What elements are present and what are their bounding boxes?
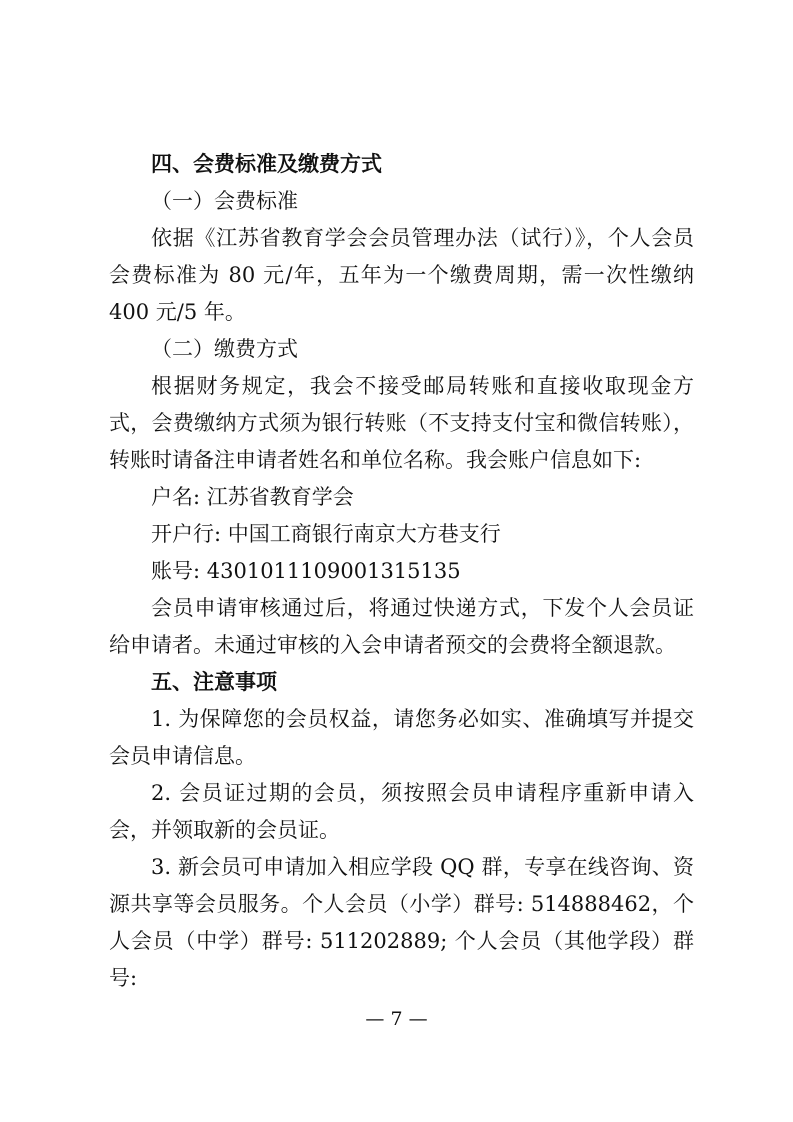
section-heading-notes: 五、注意事项 [151,670,277,694]
account-number-line: 账号: 4301011109001315135 [151,559,461,583]
note-item-2: 2. 会员证过期的会员，须按照会员申请程序重新申请入会，并领取新的会员证。 [109,781,694,842]
note-item-1: 1. 为保障您的会员权益，请您务必如实、准确填写并提交会员申请信息。 [109,707,694,768]
document-body [109,146,694,997]
paragraph-fee-standard: 依据《江苏省教育学会会员管理办法（试行）》，个人会员会费标准为 80 元/年，五年为一个缴费周期，需一次性缴纳 400 元/5 年。 [109,226,694,324]
section-heading-fees: 四、会费标准及缴费方式 [151,152,382,176]
account-name-line: 户名: 江苏省教育学会 [151,485,354,509]
subheading-payment-method: （二）缴费方式 [151,337,298,361]
paragraph-payment-method: 根据财务规定，我会不接受邮局转账和直接收取现金方式，会费缴纳方式须为银行转账（不支持支付宝和微信转账），转账时请备注申请者姓名和单位名称。我会账户信息如下: [109,374,694,472]
bank-line: 开户行: 中国工商银行南京大方巷支行 [151,522,501,546]
subheading-fee-standard: （一）会费标准 [151,189,298,213]
page-number: — 7 — [365,1008,428,1030]
paragraph-after-approval: 会员申请审核通过后，将通过快递方式，下发个人会员证给申请者。未通过审核的入会申请者预交的会费将全额退款。 [109,596,694,657]
note-item-3: 3. 新会员可申请加入相应学段 QQ 群，专享在线咨询、资源共享等会员服务。个人会员（小学）群号: 514888462，个人会员（中学）群号: 511202889; 个人会员（其他学段）群号: [109,855,694,990]
